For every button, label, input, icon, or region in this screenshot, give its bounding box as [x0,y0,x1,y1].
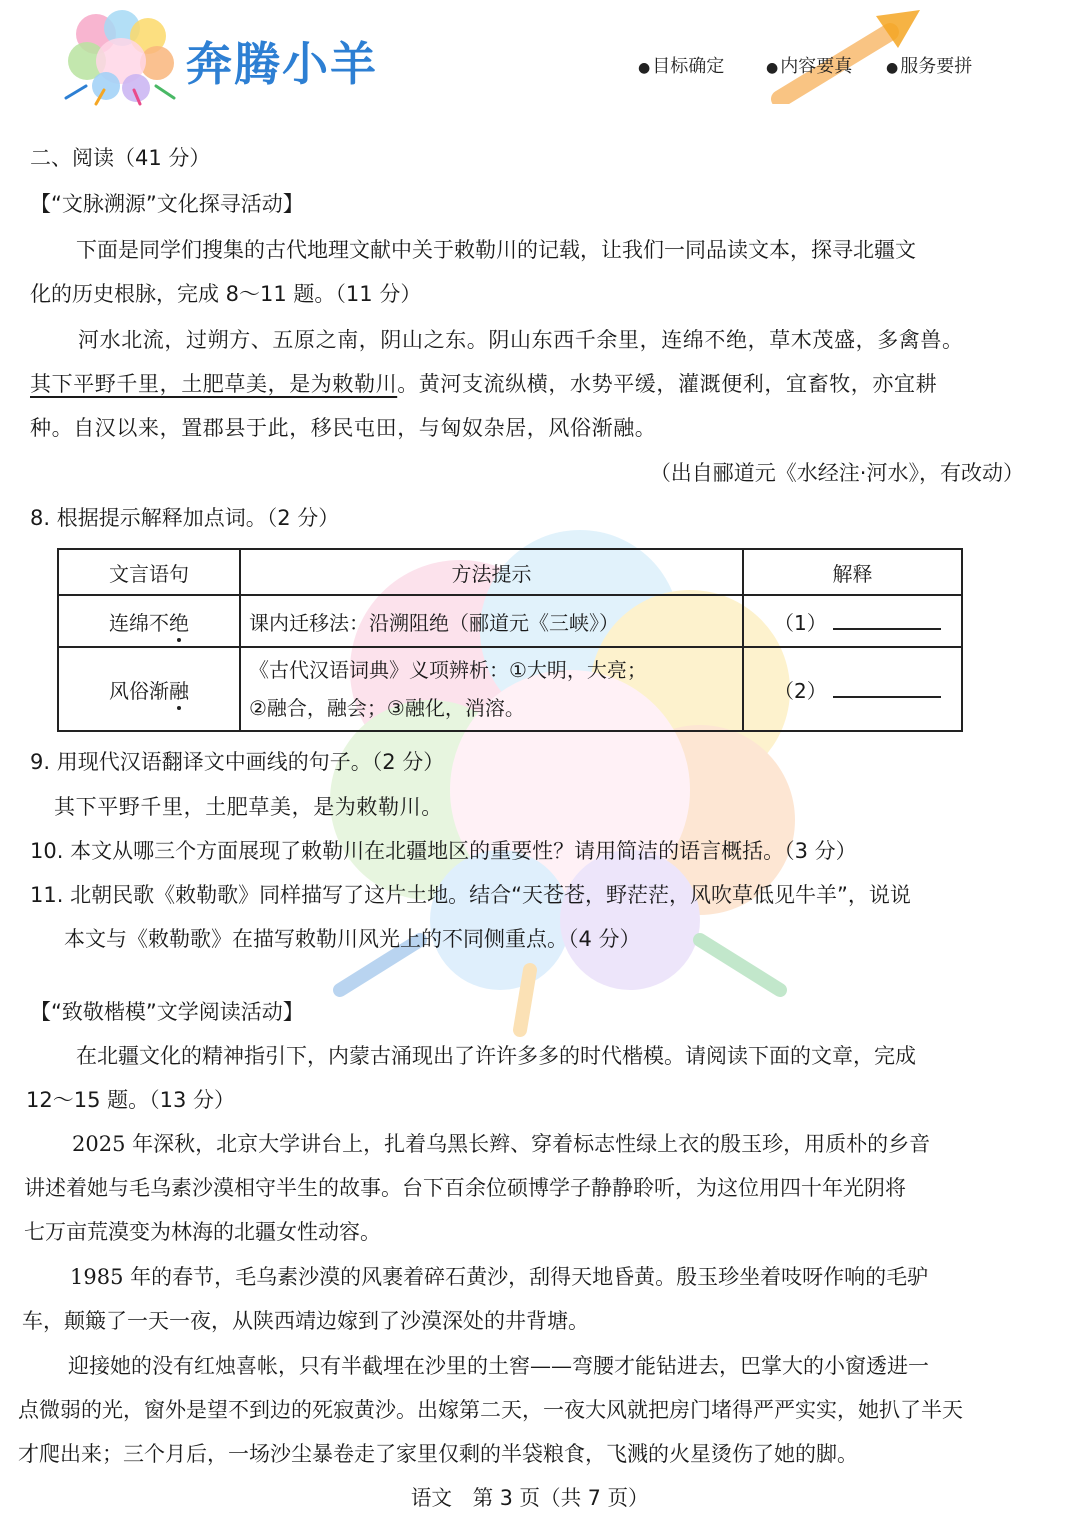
brand-name: 奔腾小羊 [186,37,378,91]
passage-line3: 种。自汉以来，置郡县于此，移民屯田，与匈奴杂居，风俗渐融。 [30,416,657,440]
table-cell-hint: 课内迁移法：沿溯阻绝（郦道元《三峡》） [240,595,743,647]
hint-line: 《古代汉语词典》义项辨析：①大明，大亮； [249,658,647,682]
table-cell-answer[interactable] [743,647,962,731]
phrase-text: 风俗渐 [109,678,169,703]
article-p2-line2: 车，颠簸了一天一夜，从陕西靖边嫁到了沙漠深处的井背塘。 [22,1309,589,1333]
article-p3-line2: 点微弱的光，窗外是望不到边的死寂黄沙。出嫁第二天，一夜大风就把房门堵得严严实实，她扒了半天 [18,1398,963,1422]
article-p1-line2: 讲述着她与毛乌素沙漠相守半生的故事。台下百余位硕博学子静静聆听，为这位用四十年光阴将 [24,1176,906,1200]
answer-label: （1） [774,610,827,635]
question-9: 9. 用现代汉语翻译文中画线的句子。（2 分） [30,750,445,774]
tag-goal: ● 目标确定 [638,52,724,78]
activity2-intro-line2: 12～15 题。（13 分） [26,1088,236,1112]
article-p3-line1: 迎接她的没有红烛喜帐，只有半截埋在沙里的土窖——弯腰才能钻进去，巴掌大的小窗透进一 [68,1354,929,1378]
activity1-title: 【“文脉溯源”文化探寻活动】 [30,192,304,216]
question-9-sentence: 其下平野千里，土肥草美，是为敕勒川。 [54,795,443,819]
passage-source: （出自郦道元《水经注·河水》，有改动） [649,461,1024,485]
passage-line2 [30,374,937,395]
question-8: 8. 根据提示解释加点词。（2 分） [30,506,340,530]
table-cell-phrase [58,595,240,647]
table-cell-answer[interactable] [743,595,962,647]
answer-blank[interactable] [833,614,941,630]
article-p3-line3: 才爬出来；三个月后，一场沙尘暴卷走了家里仅剩的半袋粮食，飞溅的火星烫伤了她的脚。 [18,1442,858,1466]
activity1-intro-line2: 化的历史根脉，完成 8～11 题。（11 分） [30,282,422,306]
tag-service: ● 服务要拼 [886,52,972,78]
article-p2-line1: 1985 年的春节，毛乌素沙漠的风裹着碎石黄沙，刮得天地昏黄。殷玉珍坐着吱呀作响的毛驴 [70,1265,929,1289]
phrase-text: 连绵不 [109,610,169,635]
table-cell-hint [240,647,743,731]
hint-line: ②融合，融会；③融化，消溶。 [249,696,525,720]
table-row [58,595,962,647]
table-header: 方法提示 [240,549,743,595]
page-number: 语文 第 3 页（共 7 页） [410,1486,649,1510]
table-header-row [58,549,962,595]
section-heading: 二、阅读（41 分） [30,146,211,170]
table-header: 文言语句 [58,549,240,595]
dotted-char: 绝 [169,607,189,636]
answer-label: （2） [774,678,827,703]
underlined-sentence: 其下平野千里，土肥草美，是为敕勒川 [30,372,398,396]
article-p1-line3: 七万亩荒漠变为林海的北疆女性动容。 [24,1220,381,1244]
passage-line2-rest: 。黄河支流纵横，水势平缓，灌溉便利，宜畜牧，亦宜耕 [397,372,938,396]
activity2-intro-line1: 在北疆文化的精神指引下，内蒙古涌现出了许许多多的时代楷模。请阅读下面的文章，完成 [76,1044,916,1068]
activity2-title: 【“致敬楷模”文学阅读活动】 [30,1000,304,1024]
brand-logo [56,8,186,108]
activity1-intro-line1: 下面是同学们搜集的古代地理文献中关于敕勒川的记载，让我们一同品读文本，探寻北疆文 [76,238,916,262]
dotted-char: 融 [169,675,189,704]
question-10: 10. 本文从哪三个方面展现了敕勒川在北疆地区的重要性？请用简洁的语言概括。（3 分） [30,839,857,863]
article-p1-line1: 2025 年深秋，北京大学讲台上，扎着乌黑长辫、穿着标志性绿上衣的殷玉珍，用质朴的乡音 [72,1132,931,1156]
answer-blank[interactable] [833,682,941,698]
answer-table [57,548,963,732]
passage-line1: 河水北流，过朔方、五原之南，阴山之东。阴山东西千余里，连绵不绝，草木茂盛，多禽兽。 [78,328,964,352]
tag-content: ● 内容要真 [766,52,852,78]
table-cell-phrase [58,647,240,731]
question-11-line2: 本文与《敕勒歌》在描写敕勒川风光上的不同侧重点。（4 分） [64,927,641,951]
table-row [58,647,962,731]
table-header: 解释 [743,549,962,595]
question-11-line1: 11. 北朝民歌《敕勒歌》同样描写了这片土地。结合“天苍苍，野茫茫，风吹草低见牛羊”，说说 [30,883,911,907]
